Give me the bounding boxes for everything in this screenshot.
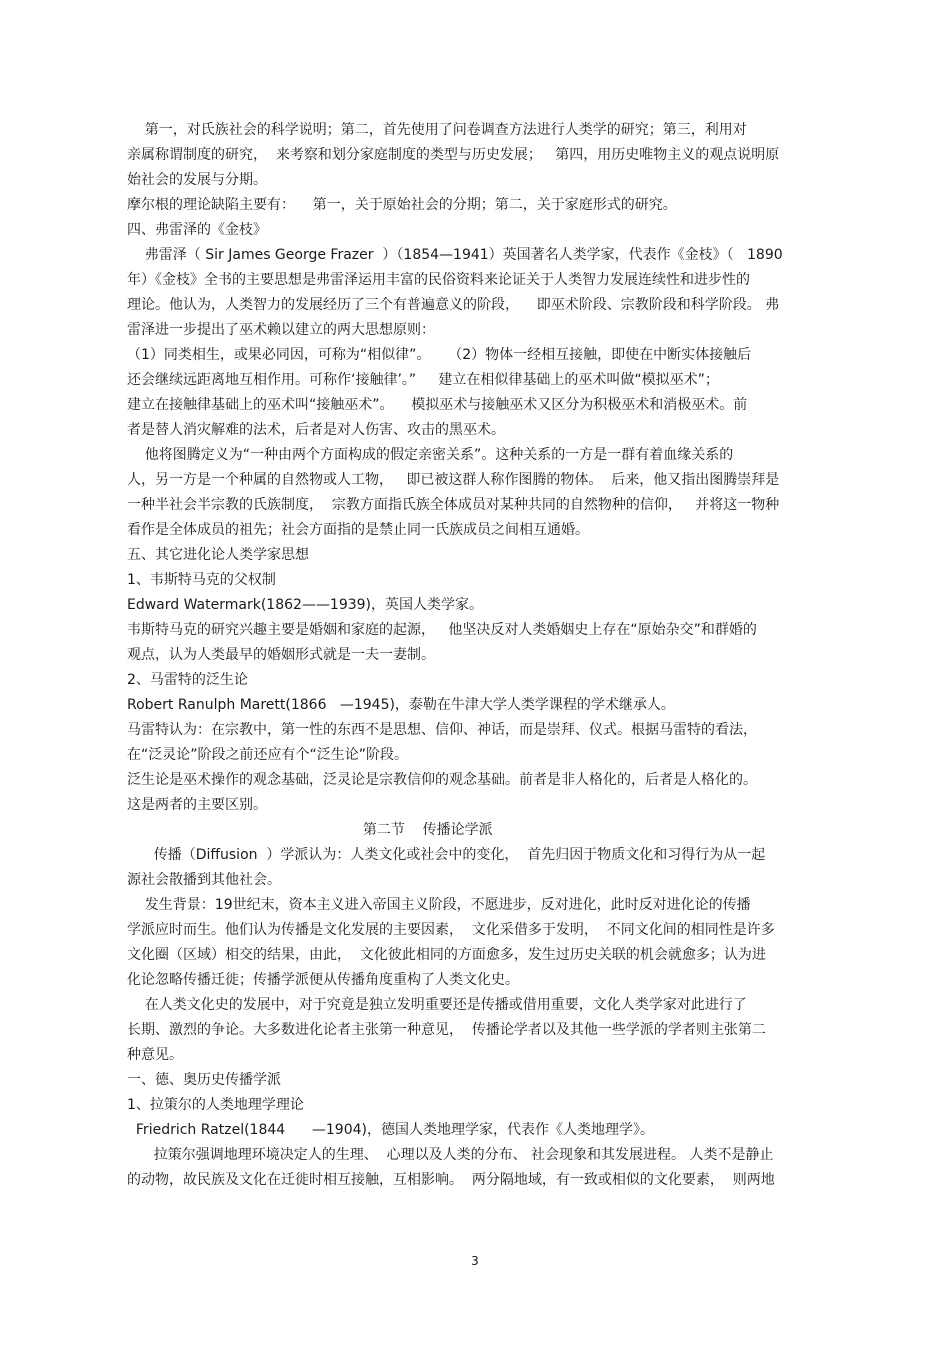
- text-line: 雷泽进一步提出了巫术赖以建立的两大思想原则：: [127, 322, 435, 338]
- text-line: （1）同类相生，或果必同因，可称为“相似律”。 （2）物体一经相互接触，即使在中断实体接触后: [127, 347, 752, 363]
- text-line: 人，另一方是一个种属的自然物或人工物， 即已被这群人称作图腾的物体。 后来，他又指出图腾崇拜是: [127, 472, 780, 488]
- text-line: 还会继续远距离地互相作用。可称作‘接触律’。” 建立在相似律基础上的巫术叫做“模拟巫术”；: [127, 372, 719, 388]
- text-line: 文化圈（区域）相交的结果，由此， 文化彼此相同的方面愈多，发生过历史关联的机会就愈多；认为进: [127, 947, 766, 963]
- text-line: 这是两者的主要区别。: [127, 797, 267, 813]
- text-line: 韦斯特马克的研究兴趣主要是婚姻和家庭的起源， 他坚决反对人类婚姻史上存在“原始杂交”和群婚的: [127, 622, 757, 638]
- text-line: 在人类文化史的发展中，对于究竟是独立发明重要还是传播或借用重要，文化人类学家对此进行了: [127, 997, 747, 1013]
- text-line: 亲属称谓制度的研究， 来考察和划分家庭制度的类型与历史发展； 第四，用历史唯物主义的观点说明原: [127, 147, 780, 163]
- section-heading: 五、其它进化论人类学家思想: [127, 547, 309, 563]
- text-line: 一种半社会半宗教的氏族制度， 宗教方面指氏族全体成员对某种共同的自然物种的信仰， 并将这一物种: [127, 497, 780, 513]
- text-line: Friedrich Ratzel(1844 —1904)，德国人类地理学家，代表作《人类地理学》。: [127, 1122, 654, 1138]
- text-line: 传播（Diffusion ）学派认为：人类文化或社会中的变化， 首先归因于物质文化和习得行为从一起: [127, 847, 766, 863]
- text-line: 始社会的发展与分期。: [127, 172, 267, 188]
- text-line: 学派应时而生。他们认为传播是文化发展的主要因素， 文化采借多于发明， 不同文化间的相同性是许多: [127, 922, 775, 938]
- section-heading: 四、弗雷泽的《金枝》: [127, 222, 267, 238]
- text-line: Edward Watermark(1862——1939)，英国人类学家。: [127, 597, 484, 613]
- text-line: 化论忽略传播迁徙；传播学派便从传播角度重构了人类文化史。: [127, 972, 519, 988]
- text-line: 发生背景：19世纪末，资本主义进入帝国主义阶段，不愿进步，反对进化，此时反对进化论的传播: [127, 897, 751, 913]
- text-line: 摩尔根的理论缺陷主要有： 第一，关于原始社会的分期；第二，关于家庭形式的研究。: [127, 197, 677, 213]
- text-line: 泛生论是巫术操作的观念基础，泛灵论是宗教信仰的观念基础。前者是非人格化的，后者是人格化的。: [127, 772, 757, 788]
- subsection-heading: 2、马雷特的泛生论: [127, 672, 248, 688]
- subsection-heading: 1、拉策尔的人类地理学理论: [127, 1097, 304, 1113]
- text-line: 看作是全体成员的祖先；社会方面指的是禁止同一氏族成员之间相互通婚。: [127, 522, 589, 538]
- text-line: 种意见。: [127, 1047, 183, 1063]
- text-line: 者是替人消灾解难的法术，后者是对人伤害、攻击的黑巫术。: [127, 422, 505, 438]
- text-line: Robert Ranulph Marett(1866 —1945)，泰勒在牛津大学人类学课程的学术继承人。: [127, 697, 675, 713]
- text-line: 理论。他认为，人类智力的发展经历了三个有普遍意义的阶段， 即巫术阶段、宗教阶段和科学阶段。 弗: [127, 297, 780, 313]
- page-number: 3: [471, 1254, 479, 1268]
- text-line: 长期、激烈的争论。大多数进化论者主张第一种意见， 传播论学者以及其他一些学派的学者则主张第二: [127, 1022, 766, 1038]
- text-line: 源社会散播到其他社会。: [127, 872, 281, 888]
- text-line: 第一，对氏族社会的科学说明；第二，首先使用了问卷调查方法进行人类学的研究；第三，利用对: [127, 122, 747, 138]
- text-line: 观点，认为人类最早的婚姻形式就是一夫一妻制。: [127, 647, 435, 663]
- text-line: 马雷特认为：在宗教中，第一性的东西不是思想、信仰、神话，而是崇拜、仪式。根据马雷特的看法，: [127, 722, 757, 738]
- text-line: 拉策尔强调地理环境决定人的生理、 心理以及人类的分布、 社会现象和其发展进程。 人类不是静止: [127, 1147, 774, 1163]
- text-line: 在“泛灵论”阶段之前还应有个“泛生论”阶段。: [127, 747, 409, 763]
- text-line: 建立在接触律基础上的巫术叫“接触巫术”。 模拟巫术与接触巫术又区分为积极巫术和消极巫术。前: [127, 397, 748, 413]
- chapter-heading: 第二节 传播论学派: [127, 822, 493, 838]
- text-line: 的动物，故民族及文化在迁徙时相互接触，互相影响。 两分隔地域，有一致或相似的文化要素， 则两地: [127, 1172, 775, 1188]
- section-heading: 一、德、奥历史传播学派: [127, 1072, 281, 1088]
- subsection-heading: 1、韦斯特马克的父权制: [127, 572, 276, 588]
- text-line: 他将图腾定义为“一种由两个方面构成的假定亲密关系”。这种关系的一方是一群有着血缘关系的: [127, 447, 734, 463]
- text-line: 年）《金枝》全书的主要思想是弗雷泽运用丰富的民俗资料来论证关于人类智力发展连续性和进步性的: [127, 272, 750, 288]
- text-line: 弗雷泽（ Sir James George Frazer ）（1854—1941）英国著名人类学家，代表作《金枝》（ 1890: [127, 247, 783, 263]
